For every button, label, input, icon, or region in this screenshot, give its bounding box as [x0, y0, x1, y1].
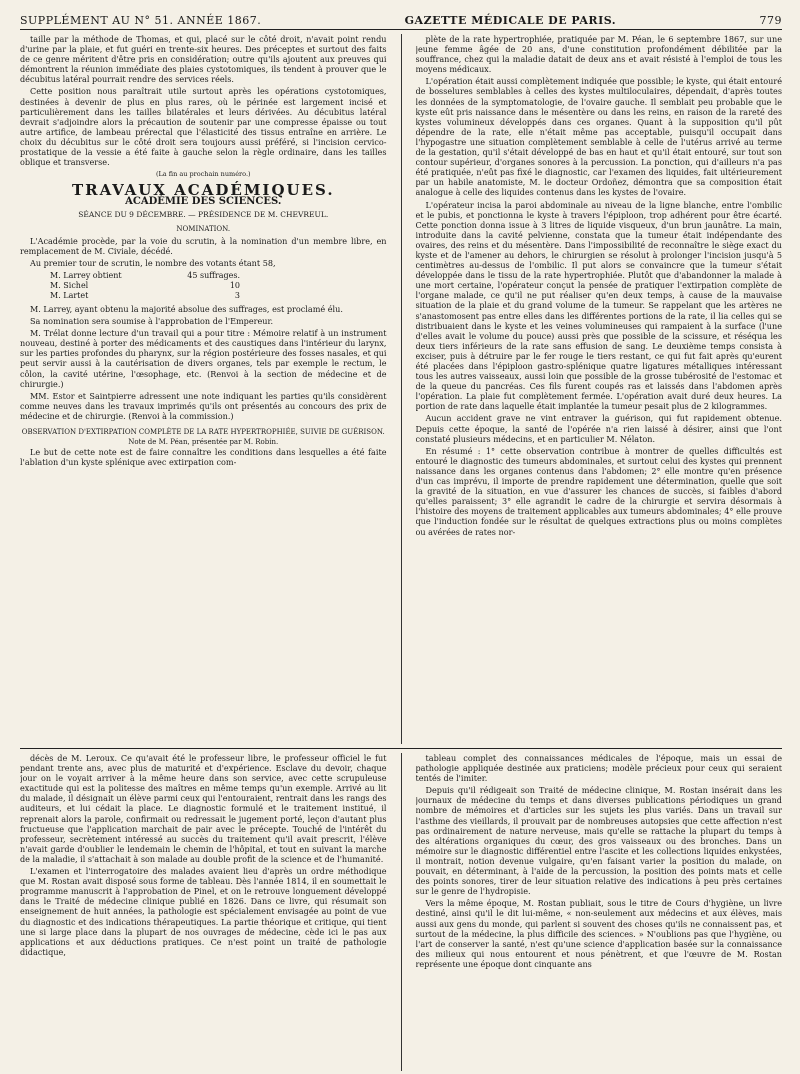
header-left: SUPPLÉMENT AU N° 51. ANNÉE 1867.	[20, 14, 262, 27]
paragraph: Sa nomination sera soumise à l'approbation de l'Empereur.	[30, 316, 274, 327]
vote-row: M. Lartet 3	[50, 290, 240, 300]
page-header	[20, 14, 782, 30]
paragraph: L'examen et l'interrogatoire des malades avaient lieu d'après un ordre méthodique que M. Rostan avait disposé sous forme de tableau. Dès l'année 1814, il en soumettait le programme manuscrit à l'approbation de Pinel, et on le retrouve longuement développé dans le Traité de médecine clinique publié en 1826. Dans ce livre, qui résumait son enseignement de huit années, la pathologie est spécialement envisagée au point de vue du diagnostic et des indications thérapeutiques. La partie théorique et critique, qui tient une si large place dans la plupart de nos ouvrages de médecine, cède ici le pas aux applications et aux déductions pratiques. Ce n'est point un traité de pathologie didactique,	[20, 866, 387, 957]
vote-row: M. Larrey obtient 45 suffrages.	[50, 270, 240, 280]
paragraph: L'opération était aussi complètement indiquée que possible; le kyste, qui était entouré de bosselures semblables à celles des kystes multiloculaires, dépendait, d'après toutes les données de la symptomatologie, de l'ovaire gauche. Il semblait peu probable que le kyste eût pris naissance dans le mésentère ou dans les reins, en raison de la rareté des kystes volumineux développés dans ces organes. Quant à la supposition qu'il pût dépendre de la rate, elle n'était même pas acceptable, puisqu'il occupait dans l'hypogastre une situation complètement semblable à celle de l'utérus arrivé au terme de la gestation, qu'il s'était développé de bas en haut et qu'il était entouré, sur tout son contour supérieur, d'organes sonores à la percussion. La ponction, qui d'ailleurs n'a pas été pratiquée, n'eût pas fixé le diagnostic, car l'examen des liquides, fait ultérieurement par un habile anatomiste, M. le docteur Ordoñez, démontra que sa composition était analogue à celle des liquides contenus dans les kystes de l'ovaire.	[415, 76, 782, 198]
paragraph: En résumé : 1° cette observation contribue à montrer de quelles difficultés est entouré le diagnostic des tumeurs abdominales, et surtout celui des kystes qui prennent naissance dans les organes contenus dans l'abdomen; 2° elle montre qu'en présence d'un cas imprévu, il importe de prendre rapidement une détermination, quelle que soit la gravité de la situation, en vue d'assurer les chances de succès, si faibles d'abord qu'elles paraissent; 3° elle agrandit le cadre de la chirurgie et servira désormais à l'histoire des moyens de traitement applicables aux tumeurs abdominales; 4° elle prouve que l'induction fondée sur le résultat de quelques extractions plus ou moins complètes ou avérées de rates nor-	[415, 445, 782, 537]
paragraph: M. Trélat donne lecture d'un travail qui a pour titre : Mémoire relatif à un instrument nouveau, destiné à porter des médicaments et des caustiques dans l'intérieur du larynx, sur les parties profondes du pharynx, sur la région postérieure des fosses nasales, et qui peut servir aussi à la cautérisation de divers organes, tels par exemple le rectum, le côlon, la cavité utérine, l'œsophage, etc. (Renvoi à la section de médecine et de chirurgie.)	[20, 328, 387, 389]
bottom-section	[20, 753, 782, 1071]
paragraph: L'Académie procède, par la voie du scrutin, à la nomination d'un membre libre, en remplacement de M. Civiale, décédé.	[20, 235, 387, 256]
section-subtitle: ACADÉMIE DES SCIENCES.	[125, 196, 282, 208]
paragraph: Le but de cette note est de faire connaître les conditions dans lesquelles a été faite l'ablation d'un kyste splénique avec extirpation com-	[20, 447, 387, 468]
note-title: OBSERVATION D'EXTIRPATION COMPLÈTE DE LA RATE HYPERTROPHIÉE, SUIVIE DE GUÉRISON. Note de M. Péan, présentée par M. Robin.	[21, 428, 385, 447]
top-section	[20, 34, 782, 744]
continuation-note: (La fin au prochain numéro.)	[155, 170, 251, 179]
paragraph: MM. Estor et Saintpierre adressent une note indiquant les parties qu'ils considèrent comme neuves dans les travaux imprimés qu'ils ont présentés au concours des prix de médecine et de chirurgie. (Renvoi à la commission.)	[20, 390, 387, 421]
paragraph: plète de la rate hypertrophiée, pratiquée par M. Péan, le 6 septembre 1867, sur une jeune femme âgée de 20 ans, d'une constitution profondément débilitée par la souffrance, chez qui la maladie datait de deux ans et avait résisté à l'emploi de tous les moyens médicaux.	[415, 34, 782, 75]
left-column	[20, 34, 387, 744]
nomination-heading: NOMINATION.	[176, 224, 231, 233]
vote-row: M. Sichel 10	[50, 280, 240, 290]
paragraph: Au premier tour de scrutin, le nombre des votants étant 58,	[30, 257, 276, 268]
column-divider	[401, 34, 402, 744]
paragraph: taille par la méthode de Thomas, et qui, placé sur le côté droit, n'avait point rendu d'urine par la plaie, et fut guéri en trente-six heures. Des préceptes et surtout des faits de ce genre méritent d'être pris en considération; outre qu'ils ajoutent aux preuves qui démontrent la réunion immédiate des plaies cystotomiques, ils tendent à prouver que le décubitus latéral pourrait rendre des services réels.	[20, 34, 387, 85]
paragraph: décès de M. Leroux. Ce qu'avait été le professeur libre, le professeur officiel le fut pendant trente ans, avec plus de maturité et d'expérience. Esclave du devoir, chaque jour on le voyait arriver à la même heure dans son service, avec cette scrupuleuse exactitude qui est la politesse des maîtres en même temps qu'un exemple. Arrivé au lit du malade, il désignait un élève parmi ceux qui l'entouraient, rentrait dans les rangs des auditeurs, et lui cédait la place. Le diagnostic formulé et le traitement institué, il reprenait alors la parole, confirmait ou redressait le jugement porté, leçon d'autant plus fructueuse que l'application marchait de pair avec le précepte. Touché de l'intérêt du professeur, secrètement intéressé au succès du traitement qu'il avait prescrit, l'élève n'avait garde d'oublier le lendemain le chemin de l'hôpital, et tout en suivant la marche de la maladie, il s'attachait à son malade au double profit de la science et de l'humanité.	[20, 753, 387, 864]
session-line: SÉANCE DU 9 DÉCEMBRE. — PRÉSIDENCE DE M. CHEVREUL.	[78, 209, 329, 219]
paragraph: M. Larrey, ayant obtenu la majorité absolue des suffrages, est proclamé élu.	[30, 303, 343, 314]
vote-results	[50, 271, 387, 301]
header-title: GAZETTE MÉDICALE DE PARIS.	[404, 14, 617, 27]
paragraph: tableau complet des connaissances médicales de l'époque, mais un essai de pathologie appliquée destinée aux praticiens; modèle précieux pour ceux qui seraient tentés de l'imiter.	[415, 753, 782, 784]
bottom-right-column	[416, 753, 783, 1071]
bottom-left-column	[20, 753, 387, 1071]
page-number: 779	[759, 14, 782, 27]
section-separator	[20, 748, 782, 749]
paragraph: Vers la même époque, M. Rostan publiait, sous le titre de Cours d'hygiène, un livre destiné, ainsi qu'il le dit lui-même, « non-seulement aux médecins et aux élèves, mais aussi aux gens du monde, qui parlent si souvent des choses qu'ils ne connaissent pas, et surtout de la médecine, la plus difficile des sciences. » N'oublions pas que l'hygiène, ou l'art de conserver la santé, n'est qu'une science d'application basée sur la connaissance des milieux qui nous entourent et nous pénètrent, et que l'œuvre de M. Rostan représente une époque dont cinquante ans	[415, 898, 782, 969]
paragraph: Depuis qu'il rédigeait son Traité de médecine clinique, M. Rostan insérait dans les journaux de médecine du temps et dans diverses publications périodiques un grand nombre de mémoires et d'articles sur les sujets les plus variés. Dans un travail sur l'asthme des vieillards, il prouvait par de nombreuses autopsies que cette affection n'est pas ordinairement de nature nerveuse, mais qu'elle se rattache la plupart du temps à des altérations organiques du cœur, des gros vaisseaux ou des bronches. Dans un mémoire sur le diagnostic différentiel entre l'ascite et les collections liquides enkystées, il montrait, notion devenue vulgaire, qu'en faisant varier la position du malade, on pouvait, en déterminant, à l'aide de la percussion, la position des points mats et celle des points sonores, tirer de leur situation relative des indications à peu près certaines sur le genre de l'hydropisie.	[415, 785, 782, 897]
paragraph: Aucun accident grave ne vint entraver la guérison, qui fut rapidement obtenue. Depuis cette époque, la santé de l'opérée n'a rien laissé à désirer, ainsi que l'ont constaté plusieurs médecins, et en particulier M. Nélaton.	[415, 413, 782, 444]
newspaper-page	[20, 14, 782, 1064]
column-divider	[401, 753, 402, 1071]
paragraph: L'opérateur incisa la paroi abdominale au niveau de la ligne blanche, entre l'ombilic et le pubis, et ponctionna le kyste à travers l'épiploon, trop adhérent pour être écarté. Cette ponction donna issue à 3 litres de liquide visqueux, d'un brun jaunâtre. La main, introduite dans la cavité pelvienne, constata que la tumeur était indépendante des ovaires, des reins et du mésentère. Dans l'impossibilité de reconnaître le siège exact du kyste et de l'amener au dehors, le chirurgien se résolut à prolonger l'incision jusqu'à 5 centimètres au-dessus de l'ombilic. Il put alors se convaincre que la tumeur s'était développée dans le tissu de la rate hypertrophiée. Plutôt que d'abandonner la malade à une mort certaine, l'opérateur conçut la pensée de pratiquer l'extirpation complète de l'organe malade, ce qu'il ne put réaliser qu'en deux temps, à cause de la mauvaise situation de la plaie et du grand volume de la tumeur. Se rappelant que les artères ne s'anastomosent pas entre elles dans les différentes portions de la rate, il lia celles qui se distribuaient dans le kyste et les veines volumineuses qui rampaient à la surface (l'une d'elles avait le volume du pouce) aussi près que possible de la scissure, et réséqua les deux tiers inférieurs de la rate sans effusion de sang. Le deuxième temps consista à exciser, puis à détruire par le fer rouge le tiers restant, ce qui fut fait après qu'eurent été placées dans l'épiploon gastro-splénique quatre ligatures métalliques intéressant tous les autres vaisseaux, aussi loin que possible de la grosse tubérosité de l'estomac et de la queue du pancréas. Ces fils furent coupés ras et laissés dans l'abdomen après l'opération. La plaie fut complètement fermée. L'opération avait duré deux heures. La portion de rate dans laquelle était implantée la tumeur pesait plus de 2 kilogrammes.	[415, 199, 782, 412]
section-title: TRAVAUX ACADÉMIQUES.	[71, 181, 335, 200]
right-column	[416, 34, 783, 744]
paragraph: Cette position nous paraîtrait utile surtout après les opérations cystotomiques, destinées à devenir de plus en plus rares, où le périnée est largement incisé et particulièrement dans les tailles bilatérales et leurs dérivées. Au décubitus latéral devrait s'adjoindre alors la précaution de soutenir par une compresse épaisse ou tout autre artifice, de lambeau prérectal que l'élasticité des tissus entraîne en arrière. Le choix du décubitus sur le côté droit sera toujours aussi préféré, si l'incision cervico-prostatique de la vessie a été faite à gauche selon la règle ordinaire, dans les tailles oblique et transverse.	[20, 86, 387, 168]
